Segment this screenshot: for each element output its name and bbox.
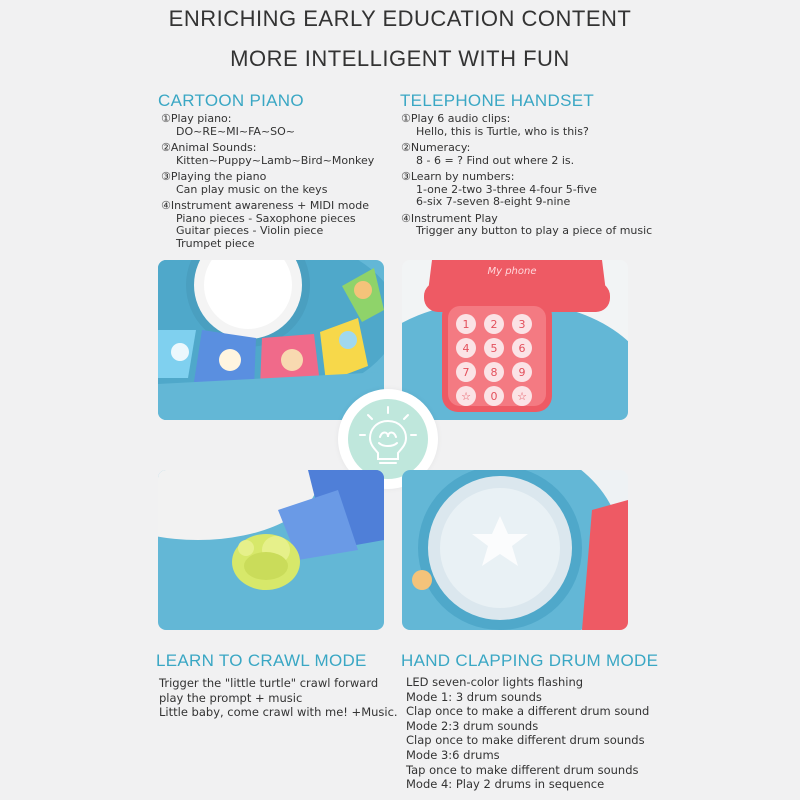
feature-heading: ②Animal Sounds: — [161, 141, 257, 154]
feature-detail: DO~RE~MI~FA~SO~ — [176, 124, 296, 138]
crawl-mode-description — [159, 676, 398, 720]
feature-item — [161, 171, 374, 196]
phone-key-label: 5 — [490, 342, 498, 355]
description-line: Mode 3:6 drums — [406, 747, 500, 762]
phone-key-label: ☆ — [461, 390, 471, 403]
phone-key-label: 8 — [490, 366, 498, 379]
feature-detail: 8 - 6 = ? Find out where 2 is. — [416, 153, 575, 167]
phone-key-label: ☆ — [517, 390, 527, 403]
description-line: Clap once to make a different drum sound — [406, 704, 650, 719]
phone-key-label: 4 — [462, 342, 470, 355]
lightbulb-brain-icon — [348, 399, 428, 479]
telephone-photo — [402, 260, 628, 420]
phone-key-label: 9 — [518, 366, 526, 379]
feature-detail: Hello, this is Turtle, who is this? — [416, 124, 589, 138]
feature-heading: ③Learn by numbers: — [401, 170, 515, 183]
feature-item — [401, 142, 652, 167]
feature-item — [161, 200, 374, 250]
feature-heading: ①Play piano: — [161, 112, 232, 125]
description-line: LED seven-color lights flashing — [406, 675, 584, 689]
feature-heading: ①Play 6 audio clips: — [401, 112, 511, 125]
feature-detail: 6-six 7-seven 8-eight 9-nine — [416, 195, 571, 208]
phone-key-label: 1 — [462, 318, 470, 331]
headline-sub: MORE INTELLIGENT WITH FUN — [230, 46, 570, 71]
description-line: Tap once to make different drum sounds — [406, 762, 639, 777]
feature-item — [401, 113, 652, 138]
feature-item — [401, 171, 652, 209]
feature-heading: ④Instrument awareness + MIDI mode — [161, 199, 369, 212]
feature-item — [401, 213, 652, 238]
phone-key-label: 2 — [490, 318, 498, 331]
feature-detail: Kitten~Puppy~Lamb~Bird~Monkey — [176, 153, 375, 167]
cartoon-piano-title: CARTOON PIANO — [158, 91, 304, 110]
drum-photo — [402, 470, 628, 630]
phone-brand-label: My phone — [487, 266, 537, 277]
feature-heading: ③Playing the piano — [161, 170, 267, 183]
description-line: play the prompt + music — [159, 690, 303, 705]
telephone-handset-features — [401, 113, 652, 242]
feature-detail: Can play music on the keys — [176, 182, 328, 196]
phone-key-label: 3 — [518, 318, 526, 331]
description-line: Clap once to make different drum sounds — [406, 733, 645, 748]
telephone-handset-title: TELEPHONE HANDSET — [400, 91, 595, 110]
feature-detail: Trumpet piece — [176, 236, 255, 250]
feature-detail: Trigger any button to play a piece of music — [416, 224, 653, 237]
crawl-button-photo — [158, 470, 384, 630]
feature-item — [161, 113, 374, 138]
description-line: Mode 1: 3 drum sounds — [406, 689, 542, 704]
cartoon-piano-features — [161, 113, 374, 254]
feature-heading: ④Instrument Play — [401, 211, 498, 225]
feature-detail: Guitar pieces - Violin piece — [176, 224, 324, 237]
description-line: Little baby, come crawl with me! +Music. — [159, 705, 398, 720]
feature-item — [161, 142, 374, 167]
phone-key-label: 0 — [490, 390, 498, 403]
piano-keys-photo — [158, 260, 384, 420]
headline-top: ENRICHING EARLY EDUCATION CONTENT — [168, 6, 632, 31]
description-line: Trigger the "little turtle" crawl forward — [159, 676, 379, 690]
description-line: Mode 2:3 drum sounds — [406, 718, 539, 733]
feature-detail: Piano pieces - Saxophone pieces — [176, 211, 356, 225]
drum-mode-title: HAND CLAPPING DRUM MODE — [401, 651, 659, 670]
description-line: Mode 4: Play 2 drums in sequence — [406, 777, 605, 792]
phone-key-label: 7 — [462, 366, 470, 379]
crawl-mode-title: LEARN TO CRAWL MODE — [156, 651, 367, 670]
feature-heading: ②Numeracy: — [401, 141, 471, 154]
phone-key-label: 6 — [518, 342, 526, 355]
drum-mode-description — [406, 675, 649, 792]
feature-detail: 1-one 2-two 3-three 4-four 5-five — [416, 182, 597, 196]
